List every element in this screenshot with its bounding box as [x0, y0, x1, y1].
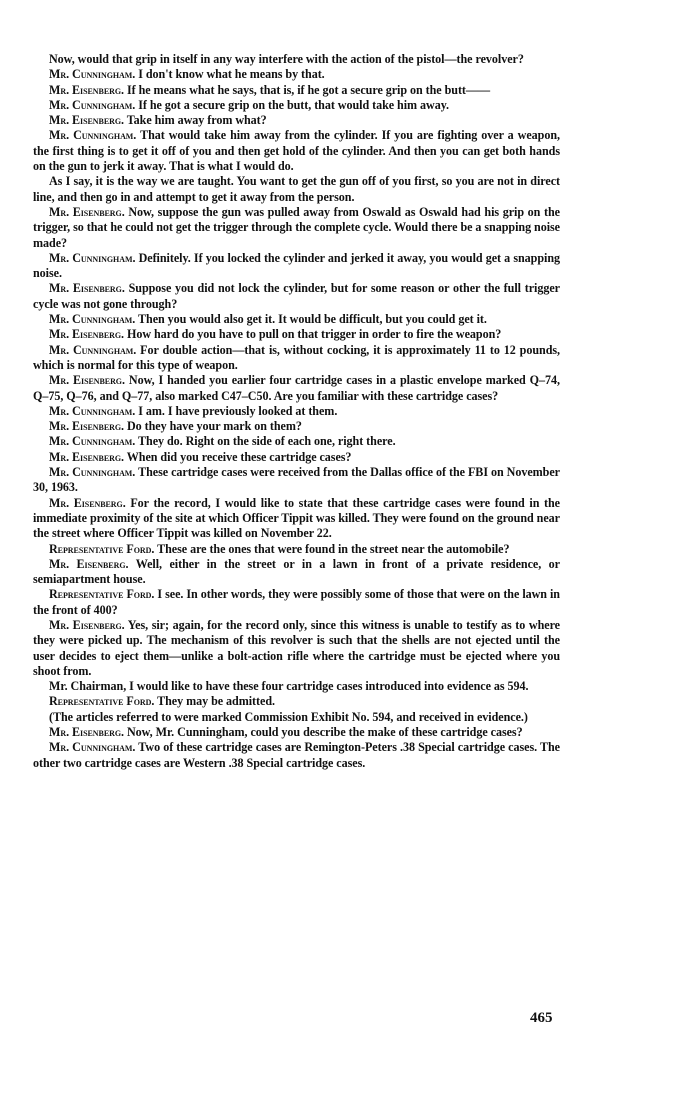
transcript-paragraph — [33, 281, 560, 312]
transcript-paragraph — [33, 419, 560, 434]
paragraph-text: Take him away from what? — [126, 113, 267, 128]
transcript-paragraph — [33, 465, 560, 496]
paragraph-text: Yes, sir; again, for the record only, since this witness is unable to testify as to where they were picked up. The mechanism of this revolver is such that the shells are not ejected until the user decides to eject them—unlike a bolt-action rifle where the cartridge must be ejected where you shoot from. — [33, 617, 560, 678]
paragraph-text: Now, Mr. Cunningham, could you describe the make of these cartridge cases? — [126, 725, 523, 740]
paragraph-text: I am. I have previously looked at them. — [138, 403, 338, 418]
speaker-name: Mr. Eisenberg. — [49, 556, 129, 571]
transcript-paragraph — [33, 128, 560, 174]
speaker-name: Mr. Eisenberg. — [49, 495, 126, 510]
speaker-name: Mr. Eisenberg. — [49, 617, 125, 632]
speaker-name: Mr. Cunningham. — [49, 465, 136, 480]
paragraph-text: Suppose you did not lock the cylinder, but for some reason or other the full trigger cycle was not gone through? — [33, 281, 560, 311]
transcript-paragraph — [33, 312, 560, 327]
transcript-paragraph — [33, 205, 560, 251]
transcript-paragraph — [33, 725, 560, 740]
speaker-name: Mr. Eisenberg. — [49, 204, 125, 219]
transcript-paragraph — [33, 557, 560, 588]
transcript-paragraph — [33, 587, 560, 618]
transcript-paragraph — [33, 52, 560, 67]
speaker-name: Mr. Cunningham. — [49, 250, 136, 265]
transcript-paragraph — [33, 496, 560, 542]
speaker-name: Mr. Cunningham. — [49, 97, 136, 112]
paragraph-text: How hard do you have to pull on that trigger in order to fire the weapon? — [126, 327, 502, 342]
transcript-paragraph — [33, 542, 560, 557]
paragraph-text: Now, would that grip in itself in any way interfere with the action of the pistol—the revolver? — [49, 52, 524, 66]
transcript-paragraph — [33, 710, 560, 725]
paragraph-text: For the record, I would like to state that these cartridge cases were found in the immediate proximity of the site at which Officer Tippit was killed. They were found on the ground near the street where Officer Tippit was killed on November 22. — [33, 495, 560, 541]
transcript-paragraph — [33, 404, 560, 419]
speaker-name: Mr. Eisenberg. — [49, 373, 125, 388]
transcript-paragraph — [33, 343, 560, 374]
paragraph-text: When did you receive these cartridge cases? — [126, 449, 352, 464]
paragraph-text: Definitely. If you locked the cylinder and jerked it away, you would get a snapping noise. — [33, 250, 560, 281]
paragraph-text: Now, suppose the gun was pulled away from Oswald as Oswald had his grip on the trigger, so that he could not get the trigger through the complete cycle. Would there be a snapping noise made? — [33, 204, 560, 250]
speaker-name: Mr. Eisenberg. — [49, 113, 124, 128]
speaker-name: Mr. Eisenberg. — [49, 327, 124, 342]
speaker-name: Mr. Cunningham. — [49, 128, 137, 143]
transcript-paragraph — [33, 450, 560, 465]
transcript-paragraph — [33, 113, 560, 128]
paragraph-text: They do. Right on the side of each one, right there. — [138, 434, 396, 449]
speaker-name: Mr. Eisenberg. — [49, 82, 124, 97]
transcript-paragraph — [33, 251, 560, 282]
speaker-name: Representative Ford. — [49, 587, 155, 602]
transcript-paragraph — [33, 67, 560, 82]
speaker-name: Representative Ford. — [49, 541, 155, 556]
paragraph-text: As I say, it is the way we are taught. You want to get the gun off of you first, so you are not in direct line, and then go in and attempt to get it away from the person. — [33, 174, 560, 204]
paragraph-text: These cartridge cases were received from the Dallas office of the FBI on November 30, 1963. — [33, 465, 560, 495]
speaker-name: Mr. Eisenberg. — [49, 449, 124, 464]
paragraph-text: If he got a secure grip on the butt, that would take him away. — [138, 97, 450, 112]
speaker-name: Mr. Eisenberg. — [49, 419, 124, 434]
paragraph-text: They may be admitted. — [157, 694, 275, 709]
paragraph-text: I don't know what he means by that. — [138, 67, 325, 82]
paragraph-text: For double action—that is, without cocking, it is approximately 11 to 12 pounds, which is normal for this type of weapon. — [33, 342, 560, 372]
speaker-name: Mr. Cunningham. — [49, 403, 136, 418]
transcript-paragraph — [33, 327, 560, 342]
paragraph-text: Well, either in the street or in a lawn in front of a private residence, or semiapartment house. — [33, 556, 560, 587]
paragraph-text: I see. In other words, they were possibly some of those that were on the lawn in the front of 400? — [33, 587, 560, 617]
paragraph-text: That would take him away from the cylinder. If you are fighting over a weapon, the first thing is to get it off of you and then get hold of the cylinder. And then you can get both hands on the gun to jerk it away. That is what I would do. — [33, 128, 560, 174]
transcript-paragraph — [33, 434, 560, 449]
paragraph-text: If he means what he says, that is, if he got a secure grip on the butt—— — [126, 82, 490, 97]
paragraph-text: Do they have your mark on them? — [126, 419, 302, 434]
speaker-name: Mr. Cunningham. — [49, 434, 136, 449]
transcript-paragraph — [33, 618, 560, 679]
transcript-paragraph — [33, 98, 560, 113]
transcript-paragraph — [33, 679, 560, 694]
paragraph-text: Mr. Chairman, I would like to have these four cartridge cases introduced into evidence as 594. — [49, 679, 529, 694]
paragraph-text: Then you would also get it. It would be difficult, but you could get it. — [138, 312, 487, 327]
transcript-paragraph — [33, 83, 560, 98]
speaker-name: Mr. Cunningham. — [49, 67, 136, 82]
paragraph-text: Two of these cartridge cases are Remington-Peters .38 Special cartridge cases. The other two cartridge cases are Western .38 Special cartridge cases. — [33, 740, 560, 770]
transcript-paragraph — [33, 174, 560, 205]
speaker-name: Mr. Eisenberg. — [49, 725, 124, 740]
speaker-name: Mr. Eisenberg. — [49, 281, 125, 296]
paragraph-text: (The articles referred to were marked Commission Exhibit No. 594, and received in evidence.) — [49, 709, 528, 724]
speaker-name: Mr. Cunningham. — [49, 740, 136, 755]
paragraph-text: These are the ones that were found in the street near the automobile? — [157, 541, 510, 556]
speaker-name: Mr. Cunningham. — [49, 312, 136, 327]
speaker-name: Representative Ford. — [49, 694, 155, 709]
paragraph-text: Now, I handed you earlier four cartridge cases in a plastic envelope marked Q–74, Q–75, Q–76, and Q–77, also marked C47–C50. Are you familiar with these cartridge cases? — [33, 373, 560, 403]
transcript-paragraph — [33, 694, 560, 709]
speaker-name: Mr. Cunningham. — [49, 342, 137, 357]
transcript-paragraph — [33, 740, 560, 771]
page-number: 465 — [530, 1010, 553, 1026]
transcript-paragraph — [33, 373, 560, 404]
transcript-body — [33, 52, 560, 771]
